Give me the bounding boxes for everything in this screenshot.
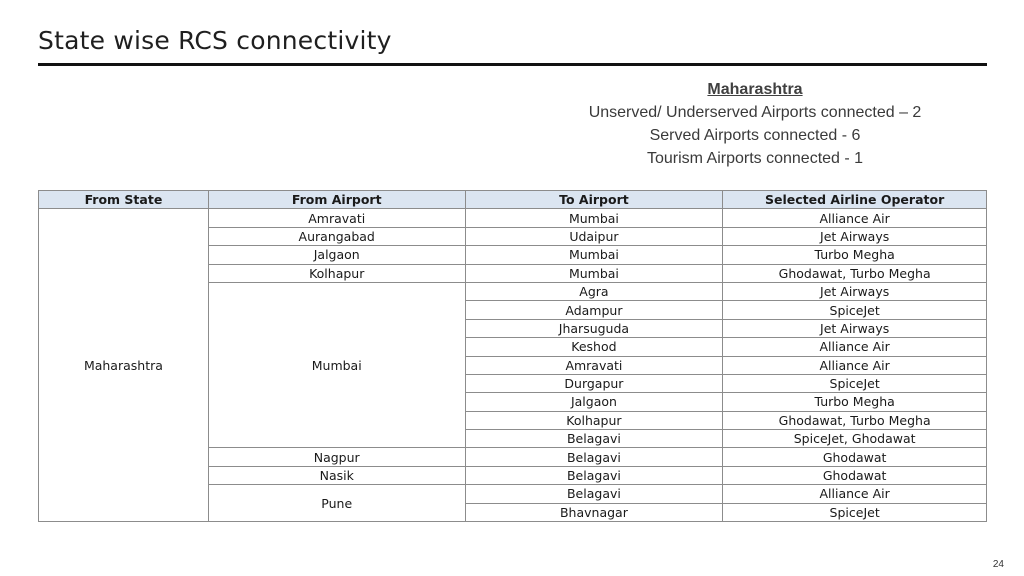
- header-airline-operator: Selected Airline Operator: [723, 191, 987, 209]
- cell-operator: Alliance Air: [723, 338, 987, 356]
- page-number: 24: [992, 559, 1004, 570]
- cell-to-airport: Mumbai: [465, 264, 723, 282]
- page-title: State wise RCS connectivity: [38, 26, 392, 55]
- table-header-row: [39, 191, 987, 209]
- cell-to-airport: Belagavi: [465, 466, 723, 484]
- cell-to-airport: Adampur: [465, 301, 723, 319]
- cell-from-airport: Pune: [208, 485, 465, 522]
- cell-operator: SpiceJet: [723, 301, 987, 319]
- summary-heading: Maharashtra: [707, 81, 803, 98]
- cell-to-airport: Jalgaon: [465, 393, 723, 411]
- cell-to-airport: Bhavnagar: [465, 503, 723, 521]
- cell-to-airport: Jharsuguda: [465, 319, 723, 337]
- cell-operator: Ghodawat: [723, 466, 987, 484]
- cell-to-airport: Mumbai: [465, 246, 723, 264]
- cell-operator: Jet Airways: [723, 319, 987, 337]
- cell-to-airport: Belagavi: [465, 430, 723, 448]
- summary-tourism: Tourism Airports connected - 1: [646, 150, 864, 167]
- summary-block: [560, 78, 950, 170]
- cell-operator: Ghodawat: [723, 448, 987, 466]
- cell-from-airport: Kolhapur: [208, 264, 465, 282]
- cell-to-airport: Belagavi: [465, 485, 723, 503]
- cell-to-airport: Amravati: [465, 356, 723, 374]
- cell-operator: Jet Airways: [723, 227, 987, 245]
- cell-operator: Turbo Megha: [723, 393, 987, 411]
- cell-to-airport: Durgapur: [465, 374, 723, 392]
- cell-from-airport: Nasik: [208, 466, 465, 484]
- cell-from-state: Maharashtra: [39, 209, 209, 522]
- cell-from-airport: Jalgaon: [208, 246, 465, 264]
- cell-operator: Ghodawat, Turbo Megha: [723, 264, 987, 282]
- cell-operator: Alliance Air: [723, 356, 987, 374]
- cell-from-airport: Mumbai: [208, 282, 465, 448]
- cell-operator: SpiceJet, Ghodawat: [723, 430, 987, 448]
- cell-operator: SpiceJet: [723, 374, 987, 392]
- summary-unserved: Unserved/ Underserved Airports connected – 2: [588, 104, 922, 121]
- cell-operator: Alliance Air: [723, 209, 987, 227]
- header-to-airport: To Airport: [465, 191, 723, 209]
- cell-to-airport: Udaipur: [465, 227, 723, 245]
- cell-from-airport: Nagpur: [208, 448, 465, 466]
- cell-to-airport: Mumbai: [465, 209, 723, 227]
- cell-operator: Alliance Air: [723, 485, 987, 503]
- cell-to-airport: Agra: [465, 282, 723, 300]
- cell-from-airport: Aurangabad: [208, 227, 465, 245]
- cell-operator: Jet Airways: [723, 282, 987, 300]
- header-from-airport: From Airport: [208, 191, 465, 209]
- rcs-connectivity-table: [38, 190, 987, 522]
- cell-operator: SpiceJet: [723, 503, 987, 521]
- title-divider: [38, 63, 987, 66]
- table-row: [39, 209, 987, 227]
- header-from-state: From State: [39, 191, 209, 209]
- cell-to-airport: Belagavi: [465, 448, 723, 466]
- summary-served: Served Airports connected - 6: [649, 127, 861, 144]
- cell-operator: Ghodawat, Turbo Megha: [723, 411, 987, 429]
- cell-to-airport: Keshod: [465, 338, 723, 356]
- cell-from-airport: Amravati: [208, 209, 465, 227]
- cell-operator: Turbo Megha: [723, 246, 987, 264]
- cell-to-airport: Kolhapur: [465, 411, 723, 429]
